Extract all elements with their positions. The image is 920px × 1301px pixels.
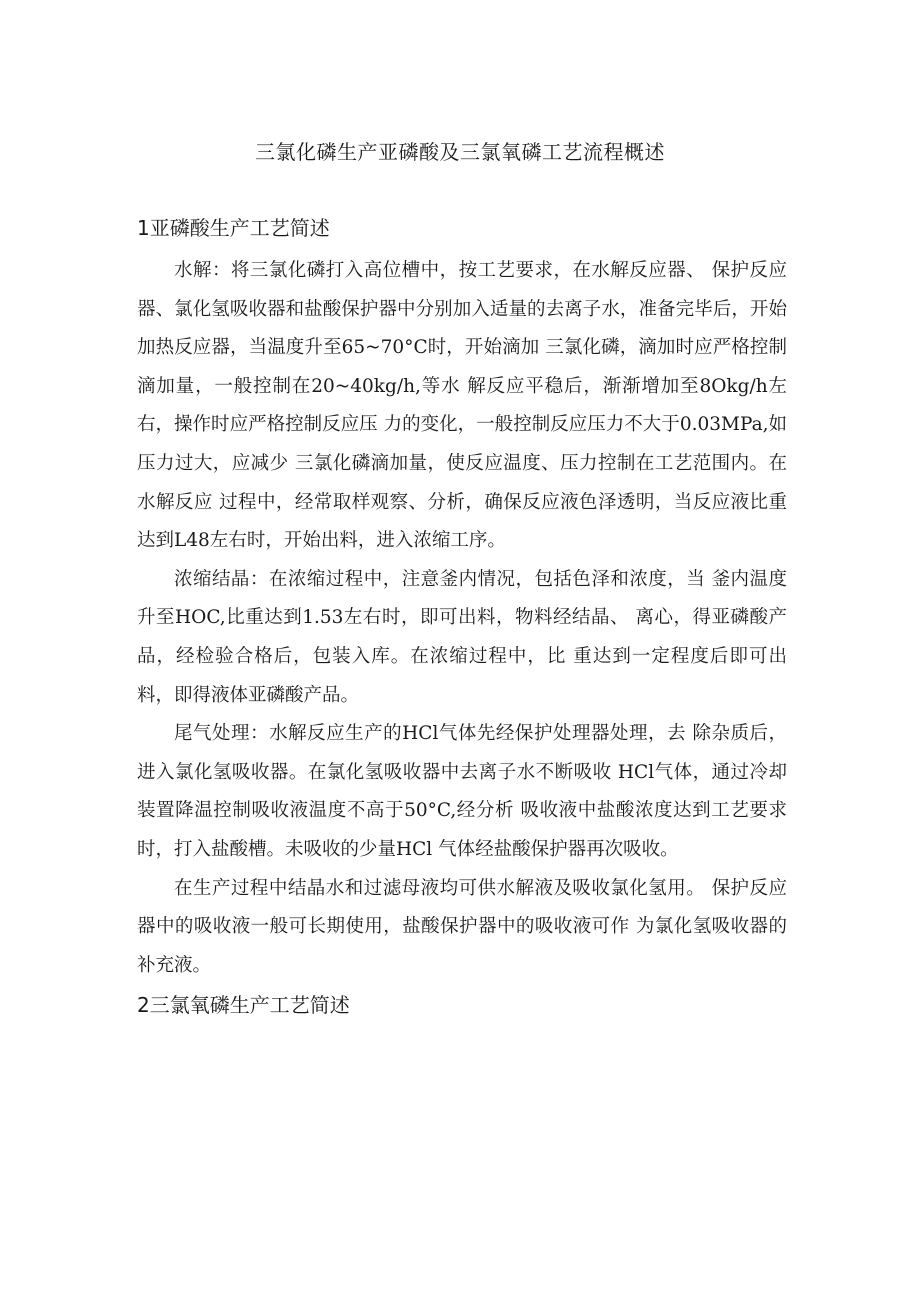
document-title: 三氯化磷生产亚磷酸及三氯氧磷工艺流程概述: [255, 140, 665, 164]
paragraph-recycling: 在生产过程中结晶水和过滤母液均可供水解液及吸收氯化氢用。 保护反应器中的吸收液一般可长期使用，盐酸保护器中的吸收液可作 为氯化氢吸收器的补充液。: [137, 877, 787, 976]
section-2-heading: 2三氯氧磷生产工艺简述: [137, 993, 350, 1018]
document-body: [137, 212, 787, 1029]
paragraph-hydrolysis: 水解：将三氯化磷打入高位槽中，按工艺要求，在水解反应器、 保护反应器、氯化氢吸收器和盐酸保护器中分别加入适量的去离子水，准备完毕后，开始加热反应器，当温度升至65~70°C时，开始滴加 三氯化磷，滴加时应严格控制滴加量，一般控制在20~40kg/h,等水 解反应平稳后，渐渐增加至8Okg/h左右，操作时应严格控制反应压 力的变化，一般控制反应压力不大于0.03MPa,如压力过大，应减少 三氯化磷滴加量，使反应温度、压力控制在工艺范围内。在水解反应 过程中，经常取样观察、分析，确保反应液色泽透明，当反应液比重 达到L48左右时，开始出料，进入浓缩工序。: [137, 260, 787, 552]
paragraph-concentration: 浓缩结晶：在浓缩过程中，注意釜内情况，包括色泽和浓度，当 釜内温度升至HOC,比重达到1.53左右时，即可出料，物料经结晶、 离心，得亚磷酸产品，经检验合格后，包装入库。在浓缩过程中，比 重达到一定程度后即可出料，即得液体亚磷酸产品。: [137, 568, 787, 706]
paragraph-tail-gas: 尾气处理：水解反应生产的HCl气体先经保护处理器处理，去 除杂质后，进入氯化氢吸收器。在氯化氢吸收器中去离子水不断吸收 HCl气体，通过冷却装置降温控制吸收液温度不高于50°C,经分析 吸收液中盐酸浓度达到工艺要求时，打入盐酸槽。未吸收的少量HCl 气体经盐酸保护器再次吸收。: [137, 723, 787, 860]
section-1-heading: 1亚磷酸生产工艺简述: [137, 216, 330, 240]
